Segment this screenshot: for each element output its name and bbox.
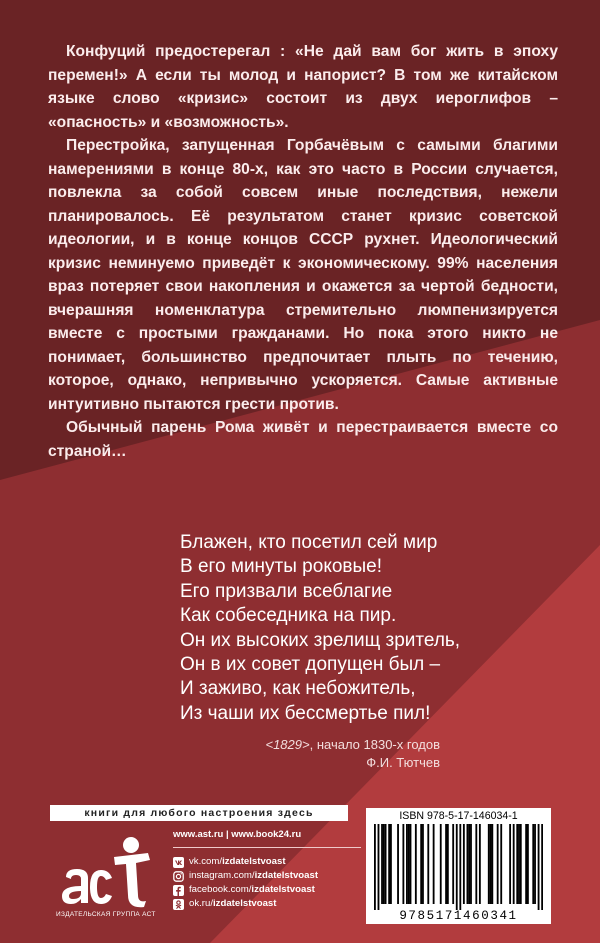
- barcode-bar: [381, 824, 383, 904]
- social-link-text: [189, 855, 286, 869]
- isbn-number: ISBN 978-5-17-146034-1: [399, 810, 518, 822]
- poem-date: <1829>: [265, 737, 310, 752]
- poem-line: Как собеседника на пир.: [180, 605, 397, 627]
- barcode-bar: [525, 824, 527, 904]
- barcode-bar: [520, 824, 522, 904]
- barcode-bar: [491, 824, 493, 904]
- barcode-bar: [433, 824, 435, 904]
- vk-icon: [173, 857, 184, 868]
- poem-line: Он в их совет допущен был –: [180, 654, 441, 676]
- poem-line: Его призвали всеблагие: [180, 580, 393, 602]
- annotation-text: [48, 40, 558, 463]
- poem-line: Он их высоких зрелищ зритель,: [180, 629, 461, 651]
- poem-date-note: , начало 1830-х годов: [309, 737, 440, 752]
- barcode-bar: [408, 824, 410, 904]
- social-handle: izdatelstvoast: [251, 884, 315, 895]
- barcode-bar: [402, 824, 404, 904]
- barcode-bar: [470, 824, 472, 904]
- barcode-bar: [534, 824, 536, 904]
- barcode-bar: [447, 824, 449, 904]
- isbn-barcode-box: [366, 808, 551, 924]
- barcode-bar: [420, 824, 422, 904]
- social-link-text: [189, 883, 315, 897]
- social-domain: vk.com/: [189, 856, 223, 867]
- publisher-logo: [56, 833, 166, 923]
- barcode-bar: [479, 824, 481, 904]
- barcode-bar: [475, 824, 477, 904]
- barcode-bar: [383, 824, 385, 904]
- barcode-bar: [445, 824, 447, 904]
- barcode-bar: [488, 824, 490, 904]
- slogan-banner: книги для любого настроения здесь: [50, 805, 348, 821]
- barcode-bar: [513, 824, 515, 904]
- barcode-bar: [388, 824, 390, 904]
- facebook-icon: [173, 885, 184, 896]
- barcode-bar: [532, 824, 534, 904]
- barcode-bar: [467, 824, 469, 904]
- instagram-icon: [173, 871, 184, 882]
- annotation-paragraph: Конфуций предостерегал : «Не дай вам бог жить в эпоху перемен!» А если ты молод и напорист? В том же китайском языке слово «кризис» состоит из двух иероглифов – «опасность» и «возможность».: [48, 43, 558, 131]
- epigraph-poem: [180, 531, 560, 726]
- divider: [173, 847, 361, 848]
- poem-line: И заживо, как небожитель,: [180, 678, 416, 700]
- poem-line: Из чаши их бессмертье пил!: [180, 702, 431, 724]
- barcode-bar: [463, 824, 465, 904]
- barcode-bar: [390, 824, 392, 904]
- social-link-facebook[interactable]: [173, 883, 383, 897]
- barcode-bar: [516, 824, 518, 904]
- social-link-instagram[interactable]: [173, 869, 383, 883]
- poem-line: Блажен, кто посетил сей мир: [180, 532, 438, 553]
- social-link-text: [189, 897, 276, 911]
- barcode-bar: [456, 824, 458, 910]
- odnoklassniki-icon: [173, 899, 184, 910]
- poem-line: В его минуты роковые!: [180, 556, 383, 578]
- social-handle: izdatelstvoast: [254, 870, 319, 881]
- barcode-bar: [527, 824, 529, 904]
- poem-date-line: [180, 736, 440, 754]
- barcode-bar: [468, 824, 470, 904]
- barcode-bar: [541, 824, 543, 910]
- social-domain: facebook.com/: [189, 884, 252, 895]
- barcode-digits: 9785171460341: [399, 909, 518, 923]
- barcode-bar: [518, 824, 520, 904]
- poem-author: Ф.И. Тютчев: [366, 755, 440, 770]
- barcode-bar: [397, 824, 399, 904]
- barcode-bar: [427, 824, 429, 904]
- annotation-paragraph: Перестройка, запущенная Горбачёвым с самыми благими намерениями в конце 80-х, как это часто в России случается, повлекла за собой совсем иные последствия, нежели планировалось. Её результатом станет кризис советской идеологии, и в конце концов СССР рухнет. Идеологический кризис неминуемо приведёт к экономическому. 99% населения враз потеряет свои накопления и окажется за чертой бедности, вчерашняя номенклатура стремительно люмпенизируется вместе с простыми гражданами. Но пока этого никто не понимает, большинство предпочитает плыть по течению, которое, однако, непривычно ускоряется. Самые активные интуитивно пытаются грести против.: [48, 137, 558, 413]
- barcode-bar: [459, 824, 461, 910]
- publisher-name: ИЗДАТЕЛЬСКАЯ ГРУППА АСТ: [56, 911, 156, 918]
- social-link-vk[interactable]: [173, 855, 383, 869]
- social-handle: izdatelstvoast: [213, 898, 277, 909]
- barcode-bar: [440, 824, 442, 904]
- barcode-bar: [406, 824, 408, 904]
- barcode-icon: [374, 824, 543, 910]
- social-link-odnoklassniki[interactable]: [173, 897, 383, 911]
- barcode-bar: [452, 824, 454, 904]
- website-links[interactable]: www.ast.ru | www.book24.ru: [173, 829, 302, 840]
- barcode-bar: [500, 824, 502, 904]
- barcode-bar: [378, 824, 380, 910]
- barcode-bar: [415, 824, 417, 904]
- publisher-links: [173, 828, 383, 911]
- annotation-paragraph: Обычный парень Рома живёт и перестраивается вместе со страной…: [48, 419, 558, 460]
- barcode-bar: [410, 824, 412, 904]
- barcode-bar: [538, 824, 540, 910]
- barcode-bar: [497, 824, 499, 904]
- barcode-bar: [374, 824, 376, 910]
- barcode-bar: [490, 824, 492, 904]
- ast-logo-icon: [56, 833, 166, 911]
- social-handle: izdatelstvoast: [222, 856, 286, 867]
- barcode-bar: [422, 824, 424, 904]
- poem-attribution: [180, 736, 440, 772]
- social-link-text: [189, 869, 318, 883]
- social-domain: ok.ru/: [189, 898, 213, 909]
- barcode-bar: [509, 824, 511, 904]
- social-domain: instagram.com/: [189, 870, 255, 881]
- barcode-bar: [385, 824, 387, 904]
